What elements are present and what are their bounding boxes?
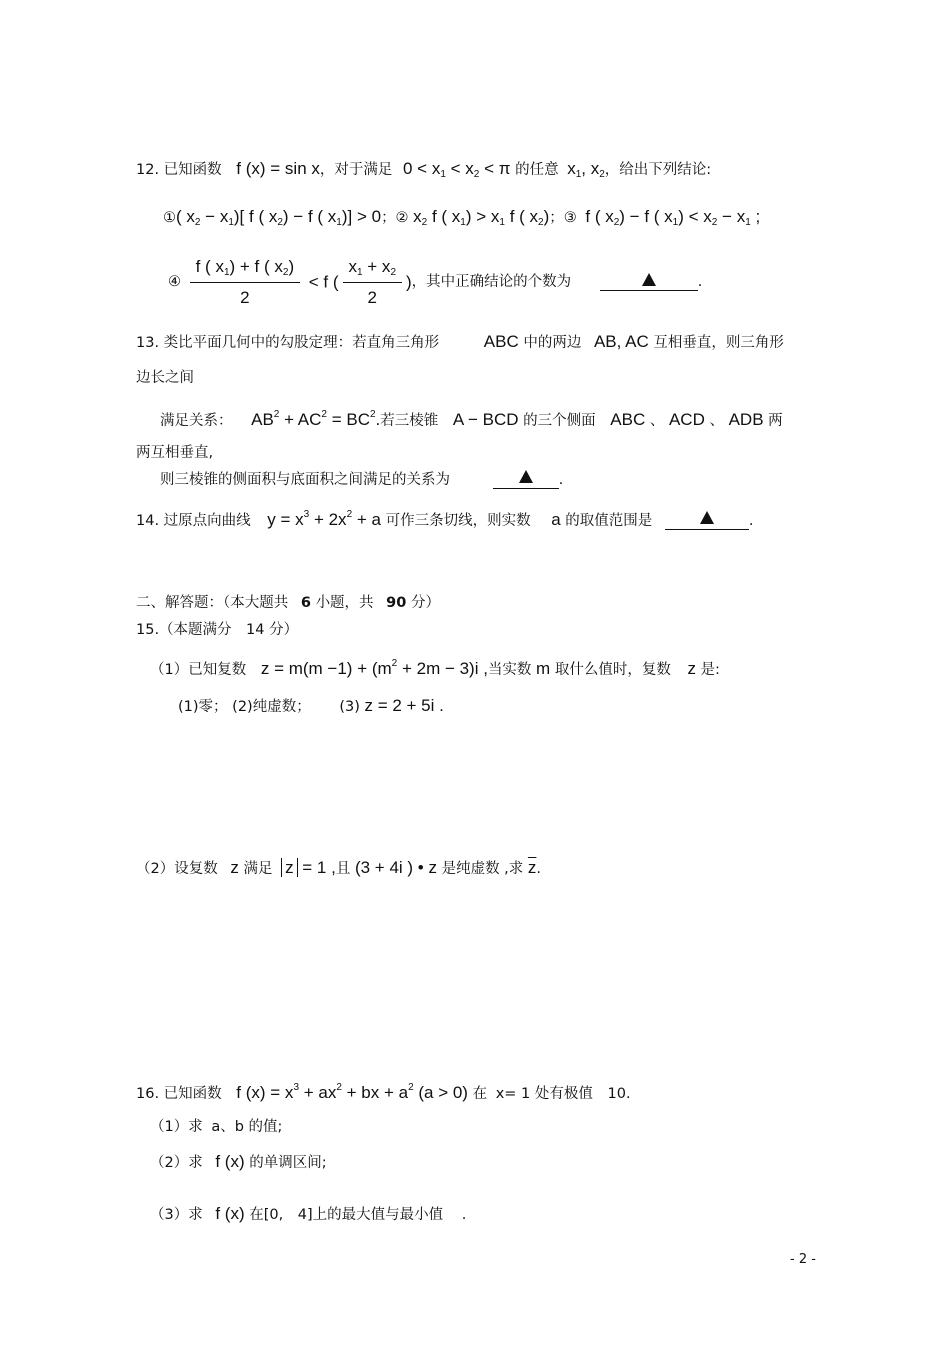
section-2-heading: 二、解答题：（本大题共 6 小题，共 90 分） — [136, 595, 440, 611]
q13-line1: 13. 类比平面几何中的勾股定理：若直角三角形 ABC 中的两边 AB, AC 互相垂直，则三角形 — [136, 332, 784, 351]
q12-function: f (x) = sin x — [236, 159, 320, 178]
q16-sub-2: （2）求 f (x) 的单调区间; — [150, 1152, 327, 1171]
q12-condition: $0 < x_1 < x_2 < \pi$ — [403, 159, 511, 180]
q14-answer-blank[interactable] — [665, 511, 749, 530]
q15-conjugate-z: $\overline{z}$ — [527, 858, 537, 877]
page-number: - 2 - — [790, 1252, 816, 1267]
q13-line4: 两互相垂直, — [136, 445, 214, 461]
q12-conclusion-4-line: ④ $\frac{f ( x_1) + f ( x_2)}{2}$ < f ( $\frac{x_1 + x_2}{2}$ )，其中正确结论的个数为 . — [168, 257, 703, 307]
q12-fraction-right: $\frac{x_1 + x_2}{2}$ — [343, 258, 403, 306]
q16-sub-1: （1）求 a、b 的值; — [150, 1119, 283, 1135]
q13-pythagorean-relation: $AB^2 + AC^2 = BC^2$. — [251, 409, 381, 429]
q16-function: f $(x) = x^3 + ax^2$ + bx + $a^2$ (a > 0) — [236, 1082, 468, 1102]
q13-answer-blank[interactable] — [493, 470, 559, 489]
q15-complex-number: $z = m(m -1) + (m^2 + 2m - 3)i$ , — [260, 658, 488, 678]
q13-line3: 满足关系： $AB^2 + AC^2 = BC^2$.若三棱锥 A − BCD 的三个侧面 ABC 、 ACD 、 ADB 两 — [160, 409, 783, 429]
q13-line5: 则三棱锥的侧面积与底面积之间满足的关系为 . — [160, 472, 564, 488]
q12-line1: 12. 已知函数 f (x) = sin x，对于满足 $0 < x_1 < x_2 < \pi$ 的任意 $x_1$, $x_2$，给出下列结论: — [136, 159, 712, 180]
triangle-icon — [519, 470, 533, 483]
q12-conclusion-1: ( $x_2 - x_1$)[ f ( $x_2) - f$ ( $x_1)] > 0$ — [176, 207, 382, 228]
q15-part1-subitems: (1)零； (2)纯虚数； (3) z = 2 + 5i . — [178, 696, 444, 715]
q14-curve: $y = x^3 + 2x^2 + a$ — [267, 509, 381, 529]
triangle-icon — [700, 511, 714, 524]
q15-modulus: z = 1 , — [281, 858, 336, 877]
q14-line: 14. 过原点向曲线 $y = x^3 + 2x^2 + a$ 可作三条切线，则实数 a 的取值范围是 . — [136, 509, 754, 529]
q15-part1: （1）已知复数 $z = m(m -1) + (m^2 + 2m - 3)i$ ,当实数 m 取什么值时，复数 z 是: — [150, 658, 720, 678]
q12-answer-blank[interactable] — [600, 273, 698, 292]
q16-sub-3: （3）求 f (x) 在[0, 4]上的最大值与最小值 . — [150, 1204, 467, 1223]
triangle-icon — [642, 273, 656, 286]
q12-fraction-left: $\frac{f ( x_1) + f ( x_2)}{2}$ — [190, 258, 301, 306]
q12-conclusions-line: ①( $x_2 - x_1$)[ f ( $x_2) - f$ ( $x_1)] > 0$；② $x_2$ f ( $x_1) > x_1$ f ( $x_2$)；③ f ( $x_2) - f$ ( $x_1) < x_2 - x_1$ ; — [163, 207, 761, 228]
q15-heading: 15.（本题满分 14 分） — [136, 622, 299, 638]
q15-part2: （2）设复数 z 满足 z = 1 ,且 (3 + 4i ) • z 是纯虚数 ,求 $\overline{z}$. — [136, 858, 542, 877]
q13-line2: 边长之间 — [136, 370, 194, 386]
q12-conclusion-3: f ( $x_2) - f$ ( $x_1) < x_2 - x_1$ ; — [585, 207, 761, 228]
q16-line: 16. 已知函数 f $(x) = x^3 + ax^2$ + bx + $a^2$ (a > 0) 在 x= 1 处有极值 10. — [136, 1082, 631, 1102]
q12-conclusion-2: $x_2$ f ( $x_1) > x_1$ f ( $x_2$) — [413, 207, 550, 228]
